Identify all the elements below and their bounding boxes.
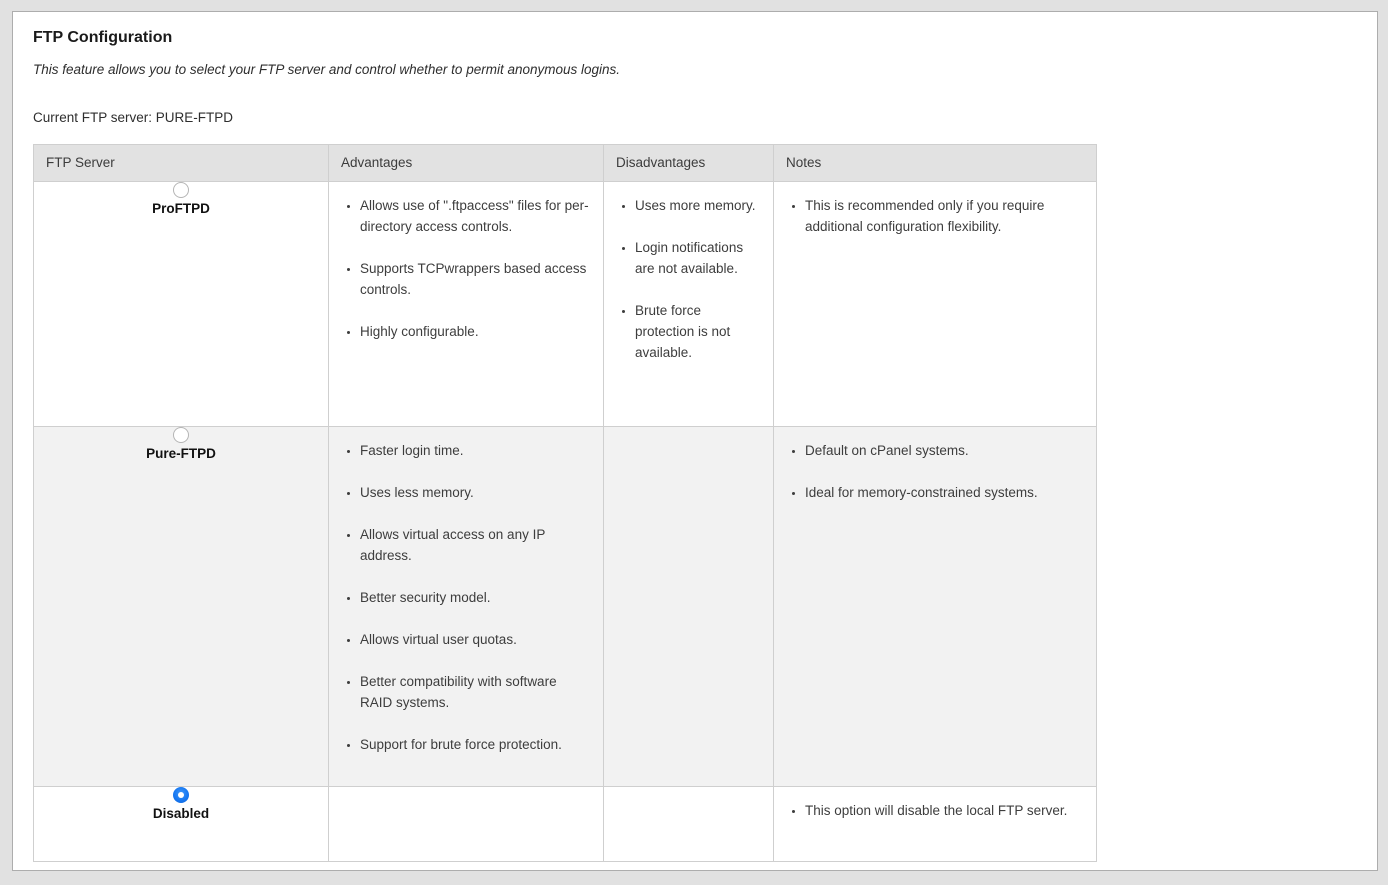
notes-cell: [774, 787, 1097, 862]
bullet-item: • Uses more memory.: [635, 195, 759, 216]
bullet-item: • Login notifications are not available.: [635, 237, 759, 279]
radio-button-pure-ftpd[interactable]: [173, 427, 189, 443]
bullet-item: • This is recommended only if you require additional configuration flexibility.: [805, 195, 1082, 237]
ftp-server-option-pure-ftpd[interactable]: [146, 427, 216, 461]
page-title: FTP Configuration: [33, 29, 173, 46]
bullet-item: • Support for brute force protection.: [360, 734, 589, 755]
server-cell: [34, 182, 329, 427]
server-cell: [34, 787, 329, 862]
server-cell: [34, 427, 329, 787]
advantages-cell: [329, 427, 604, 787]
page-description: This feature allows you to select your FTP server and control whether to permit anonymous logins.: [33, 62, 621, 77]
ftp-server-option-disabled[interactable]: [153, 787, 209, 821]
bullet-item: • Allows use of ".ftpaccess" files for per-directory access controls.: [360, 195, 589, 237]
column-header-disadvantages: Disadvantages: [604, 145, 774, 182]
current-ftp-server-text: Current FTP server: PURE-FTPD: [33, 110, 234, 125]
advantages-list: [360, 440, 589, 755]
server-name-label: Pure-FTPD: [146, 446, 216, 461]
bullet-item: • Faster login time.: [360, 440, 589, 461]
server-name-label: ProFTPD: [152, 201, 210, 216]
notes-list: [805, 195, 1082, 237]
disadvantages-cell: [604, 787, 774, 862]
column-header-advantages: Advantages: [329, 145, 604, 182]
notes-list: [805, 440, 1082, 503]
notes-cell: [774, 427, 1097, 787]
bullet-item: • Supports TCPwrappers based access controls.: [360, 258, 589, 300]
table-header-row: [34, 145, 1097, 182]
advantages-list: [360, 195, 589, 342]
ftp-server-table: [33, 144, 1097, 862]
table-row: [34, 427, 1097, 787]
bullet-item: • Allows virtual user quotas.: [360, 629, 589, 650]
advantages-cell: [329, 787, 604, 862]
bullet-item: • Default on cPanel systems.: [805, 440, 1082, 461]
radio-button-proftpd[interactable]: [173, 182, 189, 198]
disadvantages-list: [635, 195, 759, 363]
disadvantages-cell: [604, 182, 774, 427]
bullet-item: • Highly configurable.: [360, 321, 589, 342]
table-row: [34, 182, 1097, 427]
notes-list: [805, 800, 1082, 821]
advantages-cell: [329, 182, 604, 427]
column-header-notes: Notes: [774, 145, 1097, 182]
bullet-item: • Ideal for memory-constrained systems.: [805, 482, 1082, 503]
disadvantages-cell: [604, 427, 774, 787]
bullet-item: • Uses less memory.: [360, 482, 589, 503]
bullet-item: • This option will disable the local FTP server.: [805, 800, 1082, 821]
ftp-server-option-proftpd[interactable]: [152, 182, 210, 216]
ftp-configuration-panel: [12, 11, 1378, 871]
table-row: [34, 787, 1097, 862]
column-header-ftp-server: FTP Server: [34, 145, 329, 182]
bullet-item: • Brute force protection is not available.: [635, 300, 759, 363]
table-body: [34, 182, 1097, 862]
server-name-label: Disabled: [152, 806, 210, 821]
bullet-item: • Allows virtual access on any IP address.: [360, 524, 589, 566]
notes-cell: [774, 182, 1097, 427]
radio-button-disabled[interactable]: [173, 787, 189, 803]
bullet-item: • Better compatibility with software RAID systems.: [360, 671, 589, 713]
bullet-item: • Better security model.: [360, 587, 589, 608]
